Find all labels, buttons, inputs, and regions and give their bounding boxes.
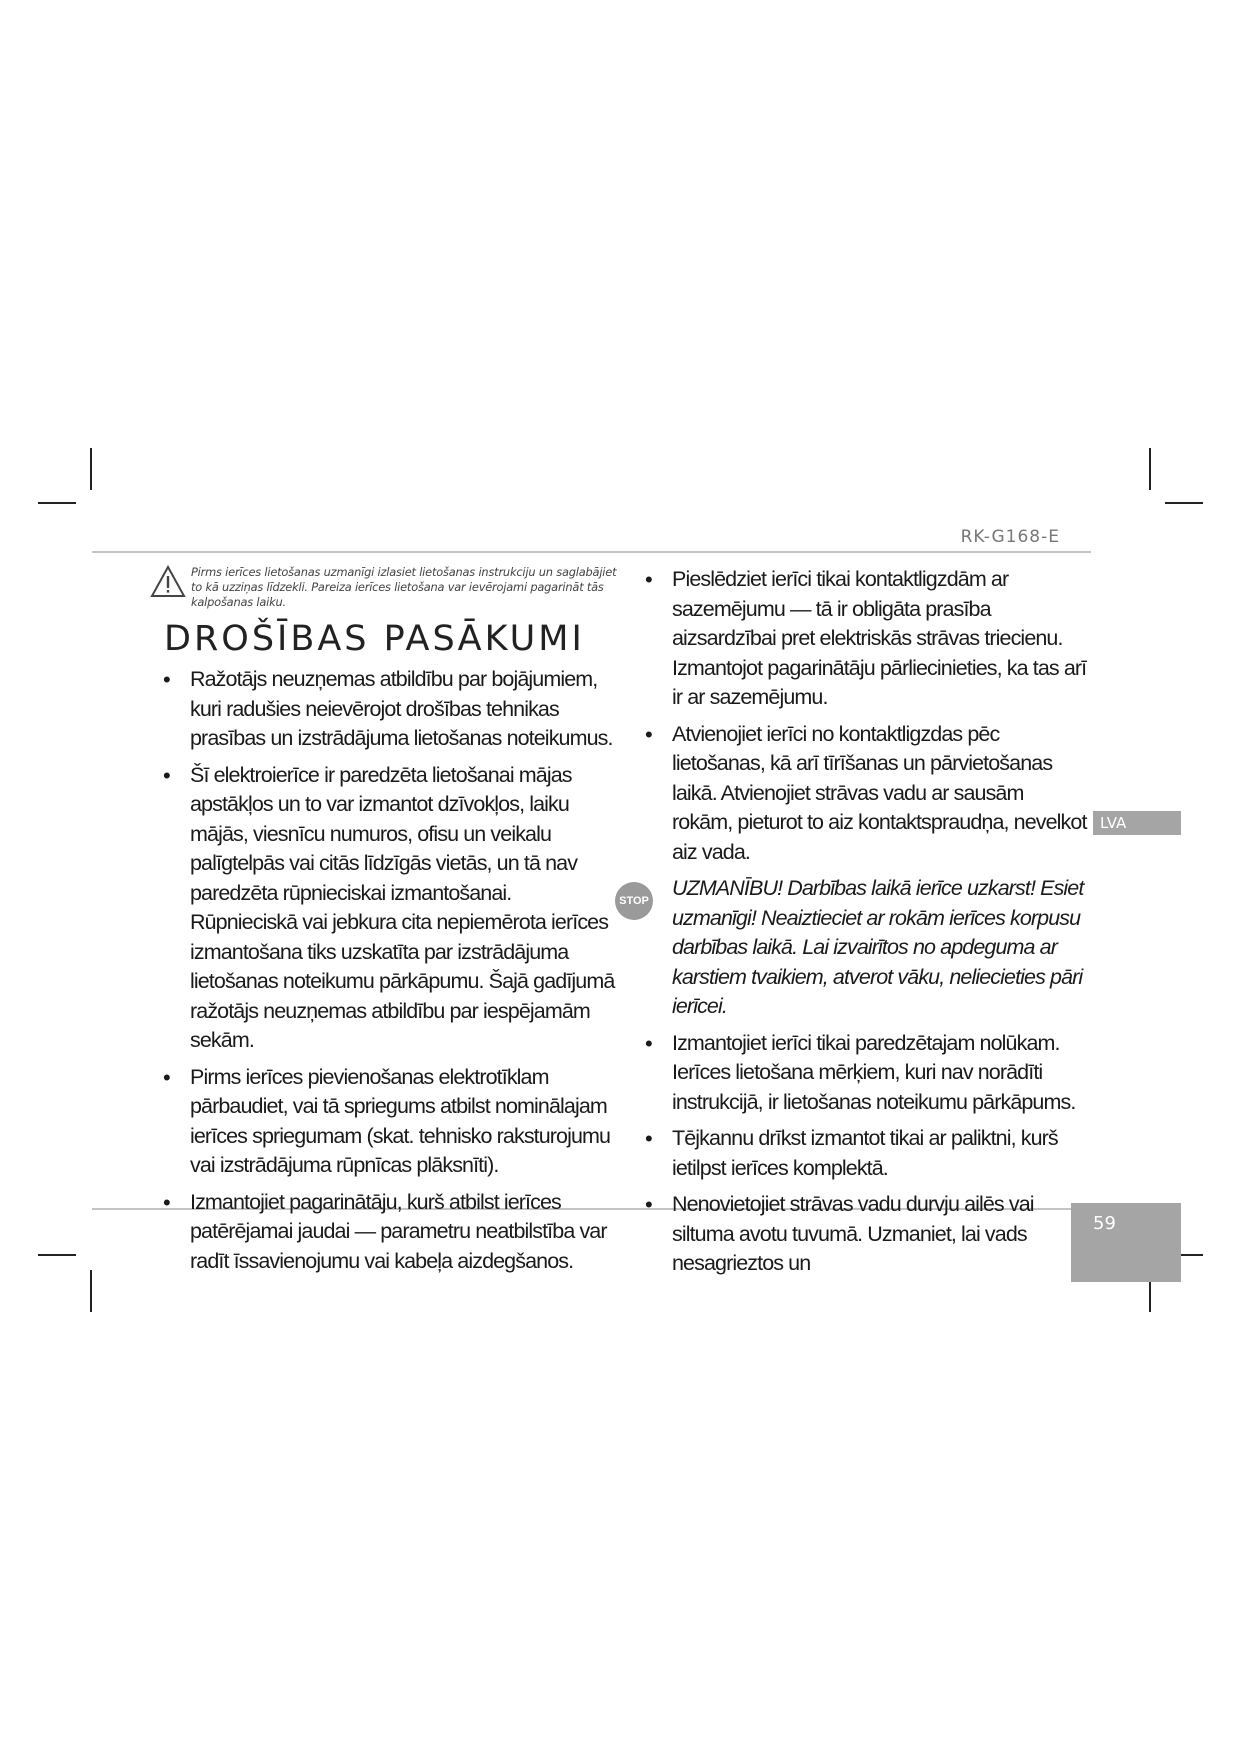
list-item: • Tējkannu drīkst izmantot tikai ar paliktni, kurš ietilpst ierīces komplektā. <box>645 1126 1058 1180</box>
notice-text: Pirms ierīces lietošanas uzmanīgi izlasiet lietošanas instrukciju un saglabājiet to kā uzziņas līdzekli. Pareiza ierīces lietošana var ievērojami pagarināt tās kalpošanas laiku. <box>191 565 617 609</box>
page-number: 59 <box>1093 1213 1116 1234</box>
list-item: • Atvienojiet ierīci no kontaktligzdas pēc lietošanas, kā arī tīrīšanas un pārvietošanas laikā. Atvienojiet strāvas vadu ar sausām rokām, pieturot to aiz kontaktspraudņa, nevelkot aiz vada. <box>645 721 1087 864</box>
bullet: • <box>163 667 170 692</box>
bullet: • <box>645 1192 652 1217</box>
list-item: • Nenovietojiet strāvas vadu durvju ailēs vai siltuma avotu tuvumā. Uzmaniet, lai vads nesagrieztos un <box>645 1192 1034 1275</box>
language-tab: LVA <box>1093 811 1181 835</box>
right-column <box>619 565 1087 1286</box>
usage-notice <box>150 565 620 610</box>
right-safety-list <box>619 565 1087 1279</box>
warning-triangle-icon <box>150 565 186 598</box>
list-item: • Pieslēdziet ierīci tikai kontaktligzdām ar sazemējumu — tā ir obligāta prasība aizsardzībai pret elektriskās strāvas triecienu. Izmantojot pagarinātāju pārliecinieties, ka tas arī ir ar sazemējumu. <box>645 567 1087 709</box>
model-number: RK-G168-E <box>960 527 1060 547</box>
bullet: • <box>163 1064 170 1090</box>
bullet: • <box>645 721 652 747</box>
crop-mark-top-left-vertical <box>90 448 92 490</box>
left-safety-list <box>150 665 620 1276</box>
warning-text: UZMANĪBU! Darbības laikā ierīce uzkarst! Esiet uzmanīgi! Neaiztieciet ar rokām ierīces korpusu darbības laikā. Lai izvairītos no apdeguma ar karstiem tvaikiem, atverot vāku, neliecieties pāri ierīcei. <box>672 876 1084 1018</box>
header-rule <box>92 551 1091 553</box>
crop-mark-top-right-horizontal <box>1165 502 1203 504</box>
crop-mark-bottom-left-horizontal <box>38 1254 76 1256</box>
warning-item <box>619 874 1087 1022</box>
bullet: • <box>645 567 652 592</box>
list-item: • Izmantojiet ierīci tikai paredzētajam nolūkam. Ierīces lietošana mērķiem, kuri nav norādīti instrukcijā, ir lietošanas noteikumu pārkāpums. <box>645 1030 1076 1114</box>
list-item: • Šī elektroierīce ir paredzēta lietošanai mājas apstākļos un to var izmantot dzīvokļos, laiku mājās, viesnīcu numuros, ofisu un veikalu palīgtelpās vai citās līdzīgās vietās, un tā nav paredzēta rūpnieciskai izmantošanai. Rūpnieciskā vai jebkura cita nepiemērota ierīces izmantošana tiks uzskatīta par izstrādājuma lietošanas noteikumu pārkāpumu. Šajā gadījumā ražotājs neuzņemas atbildību par iespējamām sekām. <box>163 762 615 1052</box>
bullet: • <box>163 1189 170 1215</box>
crop-mark-bottom-left-vertical <box>90 1270 92 1312</box>
crop-mark-top-left-horizontal <box>38 502 76 504</box>
left-column <box>150 565 620 1283</box>
list-item: • Ražotājs neuzņemas atbildību par bojājumiem, kuri radušies neievērojot drošības tehnikas prasības un izstrādājuma lietošanas noteikumus. <box>163 667 613 750</box>
bullet: • <box>645 1030 652 1056</box>
stop-sign-icon: STOP <box>615 882 653 920</box>
page-number-tab <box>1071 1203 1181 1282</box>
list-item: • Izmantojiet pagarinātāju, kurš atbilst ierīces patērējamai jaudai — parametru neatbilstība var radīt īssavienojumu vai kabeļa aizdegšanos. <box>163 1189 607 1273</box>
crop-mark-top-right-vertical <box>1149 448 1151 490</box>
section-title: DROŠĪBAS PASĀKUMI <box>164 619 585 659</box>
bullet: • <box>163 762 170 788</box>
list-item: • Pirms ierīces pievienošanas elektrotīklam pārbaudiet, vai tā spriegums atbilst nominālajam ierīces spriegumam (skat. tehnisko raksturojumu vai izstrādājuma rūpnīcas plāksnīti). <box>163 1064 611 1177</box>
bullet: • <box>645 1126 652 1151</box>
